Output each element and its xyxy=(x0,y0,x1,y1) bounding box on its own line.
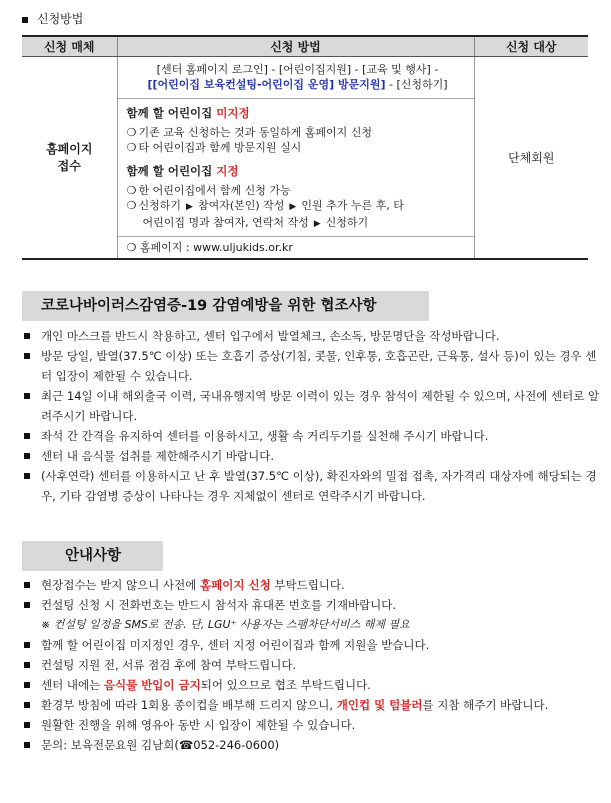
list-item: ❍ 기존 교육 신청하는 것과 동일하게 홈페이지 신청 xyxy=(126,126,372,139)
list-item: 함께 할 어린이집 미지정인 경우, 센터 지정 어린이집과 함께 지원을 받습니다. xyxy=(22,635,602,655)
bullet-square-icon xyxy=(24,702,30,708)
menu-path: [센터 홈페이지 로그인] - [어린이집지원] - [교육 및 행사] - [[어린이집 보육컨설팅-어린이집 운영] 방문지원] - [신청하기] xyxy=(118,57,474,99)
list-item: ❍ 타 어린이집과 함께 방문지원 실시 xyxy=(126,141,302,154)
arrow-right-icon: ▶ xyxy=(313,219,321,229)
list-item: 컨설팅 신청 시 전화번호는 반드시 참석자 휴대폰 번호를 기재바랍니다. xyxy=(22,595,602,615)
circle-bullet-icon: ❍ xyxy=(126,126,137,139)
info-title: 안내사항 xyxy=(22,541,163,571)
circle-bullet-icon: ❍ xyxy=(126,199,137,212)
header-target: 신청 대상 xyxy=(474,36,588,57)
sms-note: ※ 컨설팅 일정을 SMS로 전송. 단, LGU⁺ 사용자는 스팸차단서비스 해제 필요 xyxy=(41,618,410,631)
homepage-link[interactable]: 홈페이지 : www.uljukids.or.kr xyxy=(139,241,293,254)
bullet-square-icon xyxy=(24,453,30,459)
list-item: 현장접수는 받지 않으니 사전에 홈페이지 신청 부탁드립니다. xyxy=(22,575,602,595)
bullet-square-icon xyxy=(22,17,28,23)
list-item: 좌석 간 간격을 유지하여 센터를 이용하시고, 생활 속 거리두기를 실천해 주시기 바랍니다. xyxy=(22,426,602,446)
list-item: (사후연락) 센터를 이용하시고 난 후 발열(37.5℃ 이상), 확진자와의 밀접 접촉, 자가격리 대상자에 해당되는 경우, 기타 감염병 증상이 나타나는 경우 지체없이 센터로 연락주시기 바랍니다. xyxy=(22,466,602,506)
homepage-row xyxy=(118,236,474,258)
circle-bullet-icon: ❍ xyxy=(126,241,137,254)
bullet-square-icon xyxy=(24,433,30,439)
circle-bullet-icon: ❍ xyxy=(126,141,137,154)
bullet-square-icon xyxy=(24,582,30,588)
list-item: 컨설팅 지원 전, 서류 점검 후에 참여 부탁드립니다. xyxy=(22,655,602,675)
list-item: 원활한 진행을 위해 영유아 동반 시 입장이 제한될 수 있습니다. xyxy=(22,715,602,735)
bullet-square-icon xyxy=(24,602,30,608)
unassigned-section: 함께 할 어린이집 미지정 ❍ 기존 교육 신청하는 것과 동일하게 홈페이지 신청 ❍ 타 어린이집과 함께 방문지원 실시 xyxy=(118,99,474,159)
list-item: ❍ 한 어린이집에서 함께 신청 가능 xyxy=(126,184,291,197)
list-item: 최근 14일 이내 해외출국 이력, 국내유행지역 방문 이력이 있는 경우 참석이 제한될 수 있으며, 사전에 센터로 알려주시기 바랍니다. xyxy=(22,386,602,426)
bullet-square-icon xyxy=(24,473,30,479)
method-cell xyxy=(117,57,474,260)
covid-title: 코로나바이러스감염증-19 감염예방을 위한 협조사항 xyxy=(22,291,429,321)
bullet-square-icon xyxy=(24,662,30,668)
header-media: 신청 매체 xyxy=(22,36,117,57)
list-item: 환경부 방침에 따라 1회용 종이컵을 배부해 드리지 않으니, 개인컵 및 텀블러를 지참 해주기 바랍니다. xyxy=(22,695,602,715)
list-item: ❍ 신청하기 ▶ 참여자(본인) 작성 ▶ 인원 추가 누른 후, 타 xyxy=(127,198,468,215)
info-list xyxy=(22,575,602,755)
bullet-square-icon xyxy=(24,742,30,748)
media-cell: 홈페이지 접수 xyxy=(22,57,117,260)
list-item: 센터 내에는 음식물 반입이 금지되어 있으므로 협조 부탁드립니다. xyxy=(22,675,602,695)
bullet-square-icon xyxy=(24,722,30,728)
list-item: 방문 당일, 발열(37.5℃ 이상) 또는 호흡기 증상(기침, 콧물, 인후통, 호흡곤란, 근육통, 설사 등)이 있는 경우 센터 입장이 제한될 수 있습니다. xyxy=(22,346,602,386)
arrow-right-icon: ▶ xyxy=(186,202,193,212)
assigned-section: 함께 할 어린이집 지정 ❍ 한 어린이집에서 함께 신청 가능 ❍ 신청하기 ▶ 참여자(본인) 작성 ▶ 인원 추가 누른 후, 타 어린이집 명과 참여자, 연락처 작성 ▶ 신청하기 xyxy=(118,159,474,236)
method-heading: 신청방법 xyxy=(22,10,83,27)
application-table xyxy=(22,35,588,260)
circle-bullet-icon: ❍ xyxy=(126,184,137,197)
bullet-square-icon xyxy=(24,353,30,359)
list-item: 문의: 보육전문요원 김남희(☎052-246-0600) xyxy=(22,735,602,755)
bullet-square-icon xyxy=(24,642,30,648)
bullet-square-icon xyxy=(24,393,30,399)
bullet-square-icon xyxy=(24,333,30,339)
list-item: 센터 내 음식물 섭취를 제한해주시기 바랍니다. xyxy=(22,446,602,466)
list-item: 개인 마스크를 반드시 착용하고, 센터 입구에서 발열체크, 손소독, 방문명단을 작성바랍니다. xyxy=(22,326,602,346)
target-cell: 단체회원 xyxy=(474,57,588,260)
bullet-square-icon xyxy=(24,682,30,688)
covid-list xyxy=(22,326,602,506)
header-method: 신청 방법 xyxy=(117,36,474,57)
arrow-right-icon: ▶ xyxy=(289,202,297,212)
